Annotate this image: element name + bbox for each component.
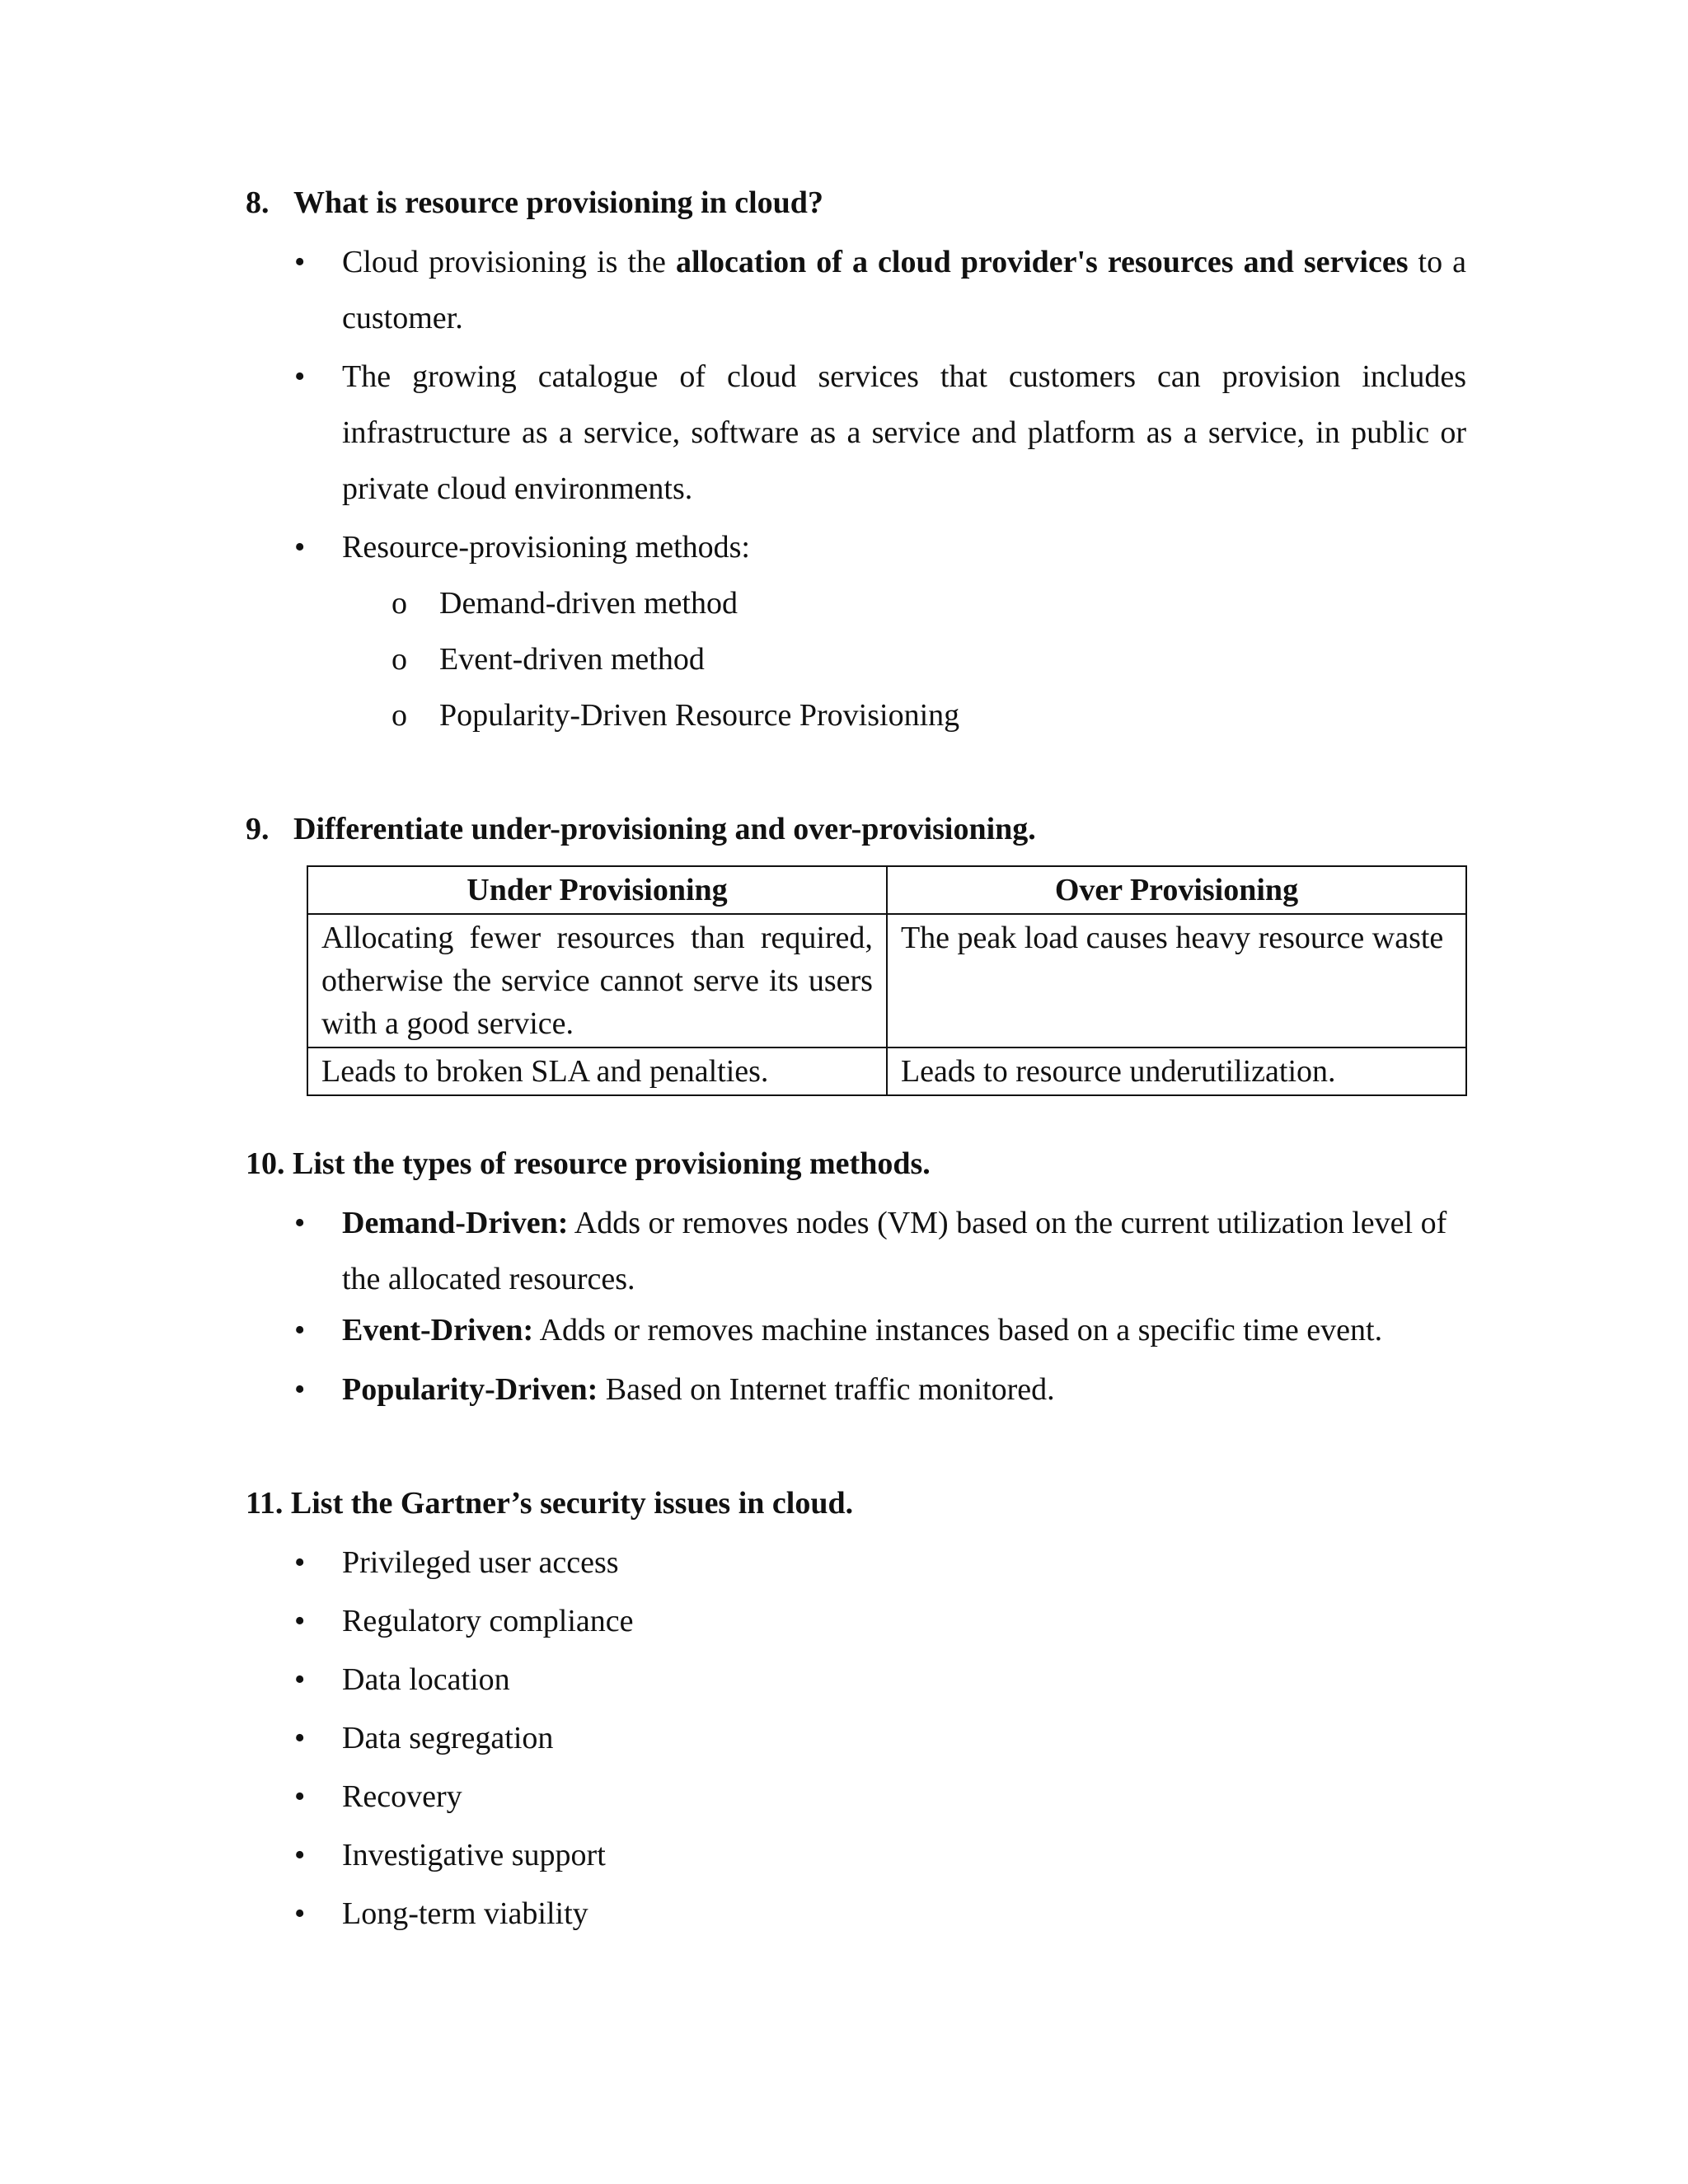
question-10-heading [246,1144,931,1183]
bullet-item: • The growing catalogue of cloud services that customers can provision includes infrastructure as a service, software as a service and platform as a service, in public or private cloud environments. [342,349,1466,517]
table-cell: The peak load causes heavy resource waste [887,914,1466,1047]
table-cell: Allocating fewer resources than required, otherwise the service cannot serve its users with a good service. [307,914,887,1047]
bullet-item: • Event-Driven: Adds or removes machine instances based on a specific time event. [342,1310,1466,1350]
bold-phrase: allocation of a cloud provider's resources and services [675,245,1409,279]
table-cell: Leads to resource underutilization. [887,1047,1466,1095]
bullet-item: • Investigative support [342,1835,1466,1875]
bullet-item: • Long-term viability [342,1894,1466,1933]
question-number: 8. [246,185,270,220]
sub-list-item: o Event-driven method [439,640,705,679]
question-title: Differentiate under-provisioning and over-provisioning. [293,812,1036,846]
bullet-item: • Cloud provisioning is the allocation of a cloud provider's resources and services to a customer. [342,234,1466,346]
bullet-term: Event-Driven: [342,1313,534,1347]
table-header-cell: Over Provisioning [887,866,1466,914]
question-title: List the Gartner’s security issues in cloud. [290,1486,854,1521]
bullet-item: • Resource-provisioning methods: [342,527,1466,567]
bullet-item: • Recovery [342,1777,1466,1816]
bullet-item: • Data location [342,1660,1466,1699]
question-number: 10. [246,1146,285,1181]
comparison-table [307,865,1467,1096]
question-11-heading [246,1483,853,1523]
bullet-term: Demand-Driven: [342,1206,569,1240]
question-number: 11. [246,1486,284,1521]
table-row [307,914,1466,1047]
question-number: 9. [246,812,270,846]
table-header-cell: Under Provisioning [307,866,887,914]
question-title: List the types of resource provisioning methods. [293,1146,931,1181]
question-title: What is resource provisioning in cloud? [293,185,823,220]
bullet-item: • Regulatory compliance [342,1601,1466,1641]
bullet-term: Popularity-Driven: [342,1372,598,1407]
table-header-row [307,866,1466,914]
sub-list-item: o Demand-driven method [439,583,738,623]
sub-list-item: o Popularity-Driven Resource Provisioning [439,696,959,735]
bullet-item: • Data segregation [342,1718,1466,1758]
table-cell: Leads to broken SLA and penalties. [307,1047,887,1095]
bullet-item: • Popularity-Driven: Based on Internet traffic monitored. [342,1370,1466,1409]
table-row [307,1047,1466,1095]
bullet-item: • Privileged user access [342,1543,1466,1582]
question-9-heading [246,809,1036,849]
question-8-heading [246,183,823,223]
bullet-item: • Demand-Driven: Adds or removes nodes (VM) based on the current utilization level of the allocated resources. [342,1195,1466,1307]
